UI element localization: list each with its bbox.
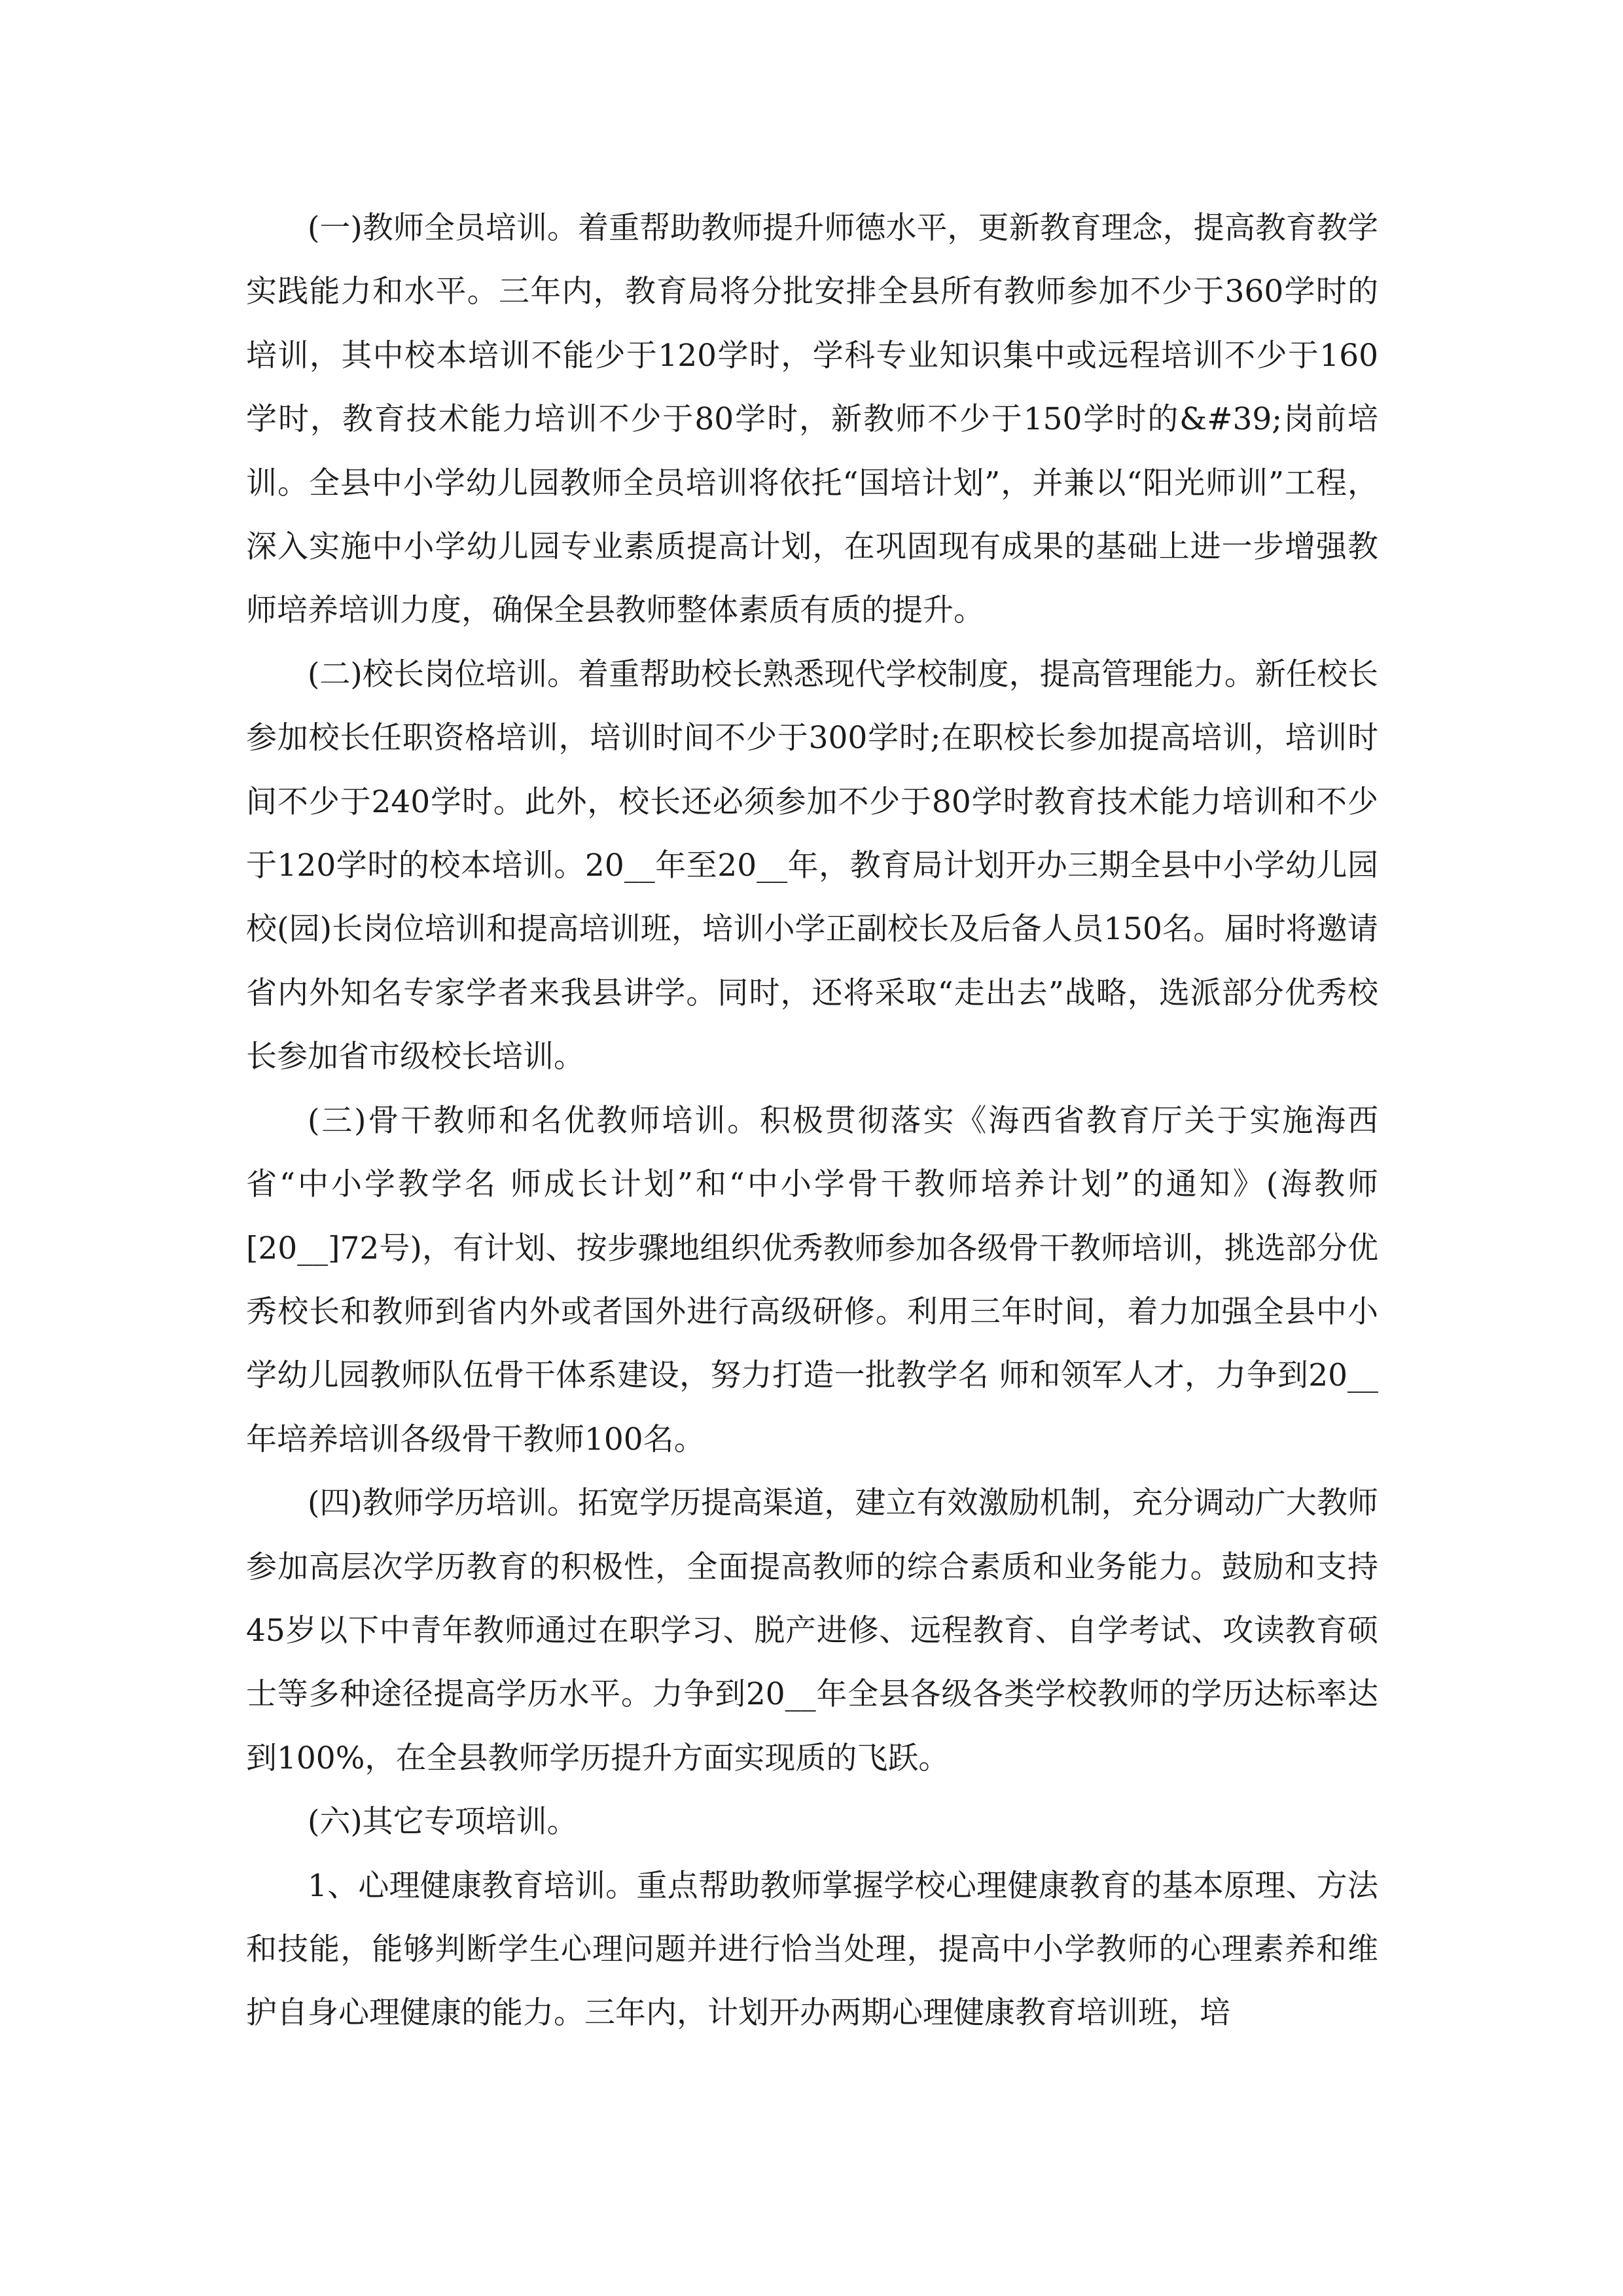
paragraph-backbone-teacher-training: (三)骨干教师和名优教师培训。积极贯彻落实《海西省教育厅关于实施海西省“中小学教学名 师成长计划”和“中小学骨干教师培养计划”的通知》(海教师[20__]72号)，有计划、按步骤地组织优秀教师参加各级骨干教师培训，挑选部分优秀校长和教师到省内外或者国外进行高级研修。利用三年时间，着力加强全县中小学幼儿园教师队伍骨干体系建设，努力打造一批教学名 师和领军人才，力争到20__年培养培训各级骨干教师100名。 — [246, 1102, 1378, 1458]
paragraph-teacher-training: (一)教师全员培训。着重帮助教师提升师德水平，更新教育理念，提高教育教学实践能力和水平。三年内，教育局将分批安排全县所有教师参加不少于360学时的培训，其中校本培训不能少于120学时，学科专业知识集中或远程培训不少于160学时，教育技术能力培训不少于80学时，新教师不少于150学时的&#39;岗前培训。全县中小学幼儿园教师全员培训将依托“国培计划”，并兼以“阳光师训”工程，深入实施中小学幼儿园专业素质提高计划，在巩固现有成果的基础上进一步增强教师培养培训力度，确保全县教师整体素质有质的提升。 — [246, 210, 1378, 629]
paragraph-mental-health-training: 1、心理健康教育培训。重点帮助教师掌握学校心理健康教育的基本原理、方法和技能，能够判断学生心理问题并进行恰当处理，提高中小学教师的心理素养和维护自身心理健康的能力。三年内，计划开办两期心理健康教育培训班，培 — [246, 1867, 1378, 2032]
paragraph-education-degree-training: (四)教师学历培训。拓宽学历提高渠道，建立有效激励机制，充分调动广大教师参加高层次学历教育的积极性，全面提高教师的综合素质和业务能力。鼓励和支持45岁以下中青年教师通过在职学习、脱产进修、远程教育、自学考试、攻读教育硕士等多种途径提高学历水平。力争到20__年全县各级各类学校教师的学历达标率达到100%，在全县教师学历提升方面实现质的飞跃。 — [246, 1485, 1378, 1776]
paragraph-other-training-heading: (六)其它专项培训。 — [308, 1804, 578, 1840]
paragraph-principal-training: (二)校长岗位培训。着重帮助校长熟悉现代学校制度，提高管理能力。新任校长参加校长任职资格培训，培训时间不少于300学时;在职校长参加提高培训，培训时间不少于240学时。此外，校长还必须参加不少于80学时教育技术能力培训和不少于120学时的校本培训。20__年至20__年，教育局计划开办三期全县中小学幼儿园校(园)长岗位培训和提高培训班，培训小学正副校长及后备人员150名。届时将邀请省内外知名专家学者来我县讲学。同时，还将采取“走出去”战略，选派部分优秀校长参加省市级校长培训。 — [246, 656, 1378, 1075]
document-body — [246, 196, 1378, 2045]
